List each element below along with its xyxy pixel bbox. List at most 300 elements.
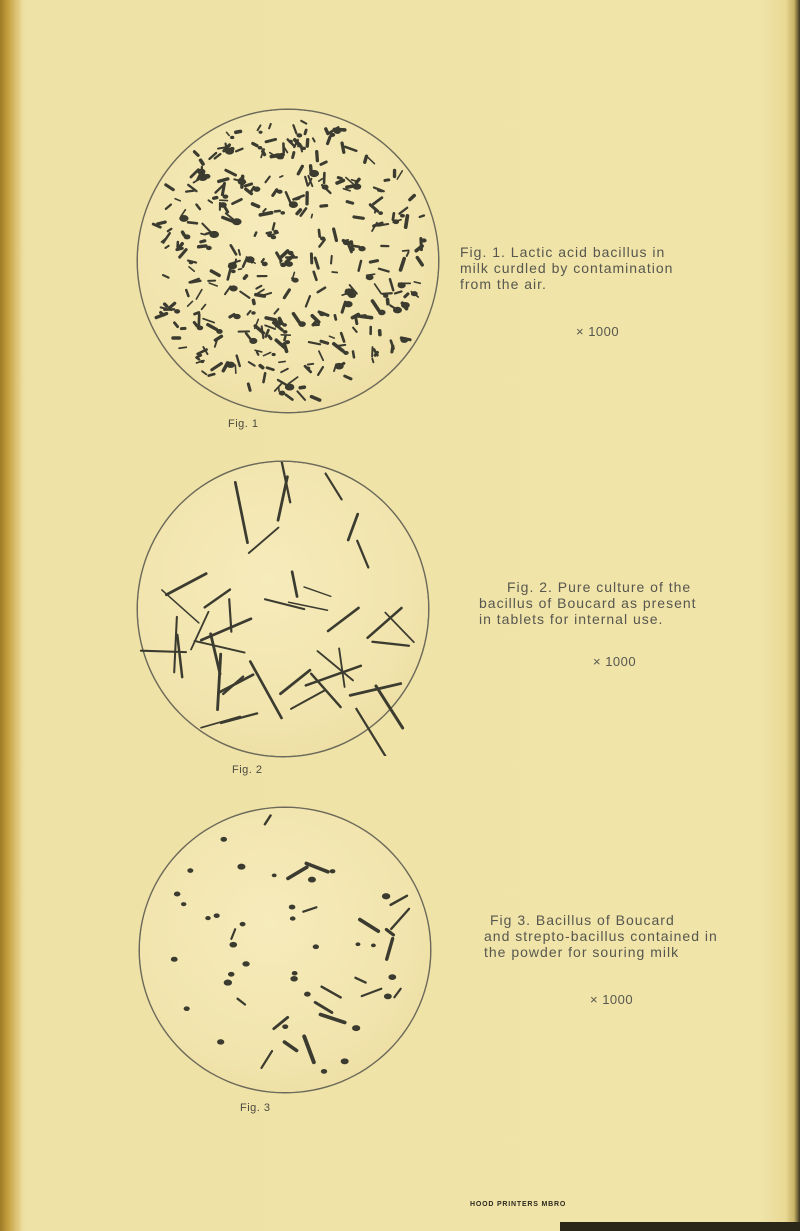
bacillus-mark (298, 166, 302, 174)
bacillus-mark (196, 290, 202, 299)
bacillus-mark (332, 272, 337, 273)
sparse-rod-mark (261, 1051, 272, 1068)
long-rod-mark (372, 642, 408, 646)
bacillus-mark (372, 301, 378, 310)
bacillus-mark (226, 170, 236, 175)
bacillus-mark (209, 200, 213, 202)
bacillus-mark (342, 143, 344, 152)
bacillus-mark (263, 352, 270, 355)
bacillus-mark (284, 290, 289, 298)
bacillus-mark (201, 160, 203, 164)
bacillus-mark (197, 205, 200, 209)
bacterial-clump (398, 283, 405, 288)
bacterial-clump (281, 263, 286, 267)
speck-mark (371, 944, 375, 947)
long-rod-mark (166, 574, 206, 595)
sparse-rod-mark (265, 816, 271, 825)
bacillus-mark (189, 267, 194, 271)
speck-mark (313, 945, 318, 949)
bacterial-clump (379, 310, 386, 315)
figure-1-magnification: × 1000 (576, 324, 620, 339)
bacillus-mark (347, 202, 353, 204)
bacillus-mark (353, 351, 354, 357)
bacillus-mark (390, 305, 394, 308)
bacillus-mark (401, 259, 405, 270)
bacterial-clump (259, 131, 262, 133)
long-rod-mark (356, 709, 388, 756)
bacillus-mark (392, 346, 393, 352)
bacillus-mark (334, 229, 337, 240)
bacillus-mark (352, 246, 359, 247)
bacillus-mark (274, 309, 278, 314)
bacillus-mark (179, 347, 186, 348)
bacillus-mark (321, 341, 328, 343)
bacillus-mark (266, 139, 275, 141)
bacillus-mark (175, 199, 180, 201)
bacillus-mark (239, 269, 242, 270)
speck-mark (230, 942, 237, 947)
speck-mark (356, 943, 360, 946)
bacterial-clump (293, 278, 299, 282)
bacillus-mark (326, 129, 328, 134)
scan-border-strip (560, 1222, 800, 1231)
bacillus-mark (226, 132, 229, 135)
bacterial-clump (230, 147, 234, 150)
bacillus-mark (265, 177, 269, 183)
long-rod-mark (235, 482, 247, 542)
bacterial-clump (234, 314, 240, 318)
sparse-rod-mark (360, 920, 378, 932)
bacillus-mark (317, 152, 318, 161)
bacillus-mark (407, 252, 409, 256)
sparse-rod-mark (238, 999, 245, 1005)
bacillus-mark (305, 177, 307, 186)
bacterial-clump (217, 330, 222, 334)
long-rod-mark (195, 641, 245, 653)
bacillus-mark (372, 359, 373, 363)
bacillus-mark (286, 192, 290, 202)
long-rod-mark (278, 477, 287, 520)
bacillus-mark (341, 333, 344, 341)
bacterial-clump (254, 187, 260, 191)
bacillus-mark (370, 261, 377, 262)
caption-line: the powder for souring milk (484, 944, 680, 960)
bacillus-mark (209, 283, 217, 286)
bacterial-clump (306, 367, 309, 369)
bacillus-mark (314, 272, 317, 280)
bacillus-mark (201, 234, 205, 235)
bacillus-mark (191, 281, 200, 283)
long-rod-mark (201, 619, 251, 640)
bacillus-mark (293, 153, 294, 158)
bacillus-mark (195, 312, 199, 314)
bacillus-mark (249, 362, 255, 366)
bacillus-mark (253, 144, 257, 146)
sparse-rod-mark (394, 989, 400, 998)
sparse-rod-mark (231, 929, 235, 939)
bacillus-mark (269, 336, 271, 339)
bacterial-clump (258, 146, 262, 149)
long-rod-mark (328, 608, 358, 631)
bacillus-mark (338, 178, 341, 179)
speck-mark (228, 972, 234, 976)
bacillus-mark (188, 301, 193, 306)
bacillus-mark (410, 196, 414, 200)
speck-mark (240, 922, 245, 925)
long-rod-mark (201, 716, 240, 727)
speck-mark (224, 980, 231, 985)
bacillus-mark (319, 240, 324, 247)
bacillus-mark (375, 284, 382, 294)
bacillus-mark (405, 294, 408, 297)
bacillus-mark (277, 253, 281, 261)
bacillus-mark (361, 316, 372, 317)
bacillus-mark (236, 131, 241, 132)
speck-mark (308, 877, 315, 882)
long-rod-mark (218, 675, 253, 693)
bacillus-mark (331, 256, 332, 264)
bacillus-mark (309, 342, 320, 344)
caption-line: and strepto-bacillus contained in (484, 928, 718, 944)
bacterial-clump (288, 251, 293, 254)
bacillus-mark (237, 356, 240, 366)
sparse-rod-mark (320, 1015, 344, 1023)
speck-mark (305, 992, 311, 996)
bacillus-mark (158, 222, 166, 224)
bacillus-mark (257, 352, 258, 355)
bacillus-mark (188, 222, 197, 223)
bacillus-mark (379, 269, 389, 272)
speck-mark (243, 962, 249, 966)
sparse-rod-mark (322, 987, 341, 998)
bacillus-mark (236, 149, 242, 152)
figure-2-label: Fig. 2 (232, 764, 263, 776)
bacillus-mark (253, 300, 254, 303)
bacillus-mark (280, 176, 283, 177)
bacterial-clump (231, 136, 234, 138)
bacillus-mark (168, 229, 172, 231)
bacterial-clump (228, 263, 236, 269)
caption-line: in tablets for internal use. (479, 611, 664, 627)
sparse-rod-mark (387, 939, 393, 960)
bacillus-mark (350, 247, 353, 249)
bacterial-clump (232, 270, 236, 273)
bacillus-mark (315, 258, 318, 268)
bacillus-mark (297, 210, 300, 214)
bacillus-mark (359, 261, 361, 271)
bacillus-mark (321, 206, 327, 207)
bacillus-mark (319, 230, 320, 237)
bacillus-mark (341, 363, 344, 365)
bacillus-mark (313, 138, 315, 141)
bacillus-mark (286, 395, 292, 400)
bacillus-mark (219, 179, 228, 181)
bacillus-mark (275, 211, 280, 212)
bacillus-mark (373, 198, 382, 204)
bacillus-mark (225, 207, 228, 212)
bacillus-mark (383, 293, 392, 294)
sparse-rod-mark (306, 863, 328, 871)
bacterial-clump (320, 312, 325, 316)
bacillus-mark (403, 250, 409, 251)
bacillus-mark (191, 170, 198, 177)
bacillus-mark (420, 216, 424, 217)
bacillus-mark (269, 124, 271, 128)
speck-mark (238, 864, 245, 869)
bacillus-mark (335, 315, 336, 319)
bacillus-mark (414, 282, 420, 283)
bacterial-clump (366, 275, 373, 280)
bacillus-mark (240, 292, 249, 298)
long-rod-mark (205, 590, 230, 608)
bacterial-clump (379, 212, 383, 215)
bacillus-mark (311, 397, 319, 400)
bacterial-clump (223, 195, 228, 198)
bacterial-clump (353, 184, 360, 189)
bacillus-mark (297, 391, 305, 400)
figure-3-micrograph (140, 808, 430, 1092)
bacillus-mark (293, 125, 296, 133)
figure-2-caption (479, 579, 789, 627)
bacillus-mark (231, 245, 236, 254)
speck-mark (184, 1007, 189, 1011)
bacillus-mark (279, 361, 285, 362)
bacillus-mark (300, 387, 304, 388)
bacillus-mark (368, 157, 375, 164)
speck-mark (214, 914, 219, 918)
bacillus-mark (399, 208, 407, 214)
bacterial-clump (184, 235, 190, 239)
sparse-rod-mark (362, 989, 382, 996)
bacillus-mark (281, 369, 288, 372)
bacillus-mark (253, 204, 259, 207)
bacillus-mark (214, 198, 217, 199)
bacterial-clump (330, 133, 335, 136)
bacillus-mark (262, 259, 264, 262)
sparse-rod-mark (284, 1042, 296, 1051)
speck-mark (174, 892, 180, 896)
bacillus-mark (180, 250, 186, 257)
bacterial-clump (189, 261, 193, 264)
bacillus-mark (365, 156, 367, 162)
caption-line: milk curdled by contamination (460, 260, 674, 276)
speck-mark (283, 1025, 288, 1029)
bacillus-mark (244, 276, 246, 278)
long-rod-mark (376, 686, 403, 728)
long-rod-mark (211, 634, 220, 674)
speck-mark (291, 976, 298, 981)
bacterial-clump (384, 294, 388, 297)
bacillus-mark (163, 275, 169, 278)
figure-3-label: Fig. 3 (240, 1102, 271, 1114)
bacillus-mark (312, 316, 318, 322)
bacillus-mark (311, 214, 312, 217)
bacillus-mark (345, 376, 351, 379)
speck-mark (389, 975, 396, 980)
figure-1-micrograph (138, 110, 438, 412)
bacillus-mark (174, 323, 177, 327)
bacillus-mark (393, 213, 394, 219)
bacterial-clump (227, 362, 235, 367)
bacillus-mark (370, 205, 377, 211)
bacillus-mark (385, 180, 389, 181)
bacillus-mark (305, 130, 306, 134)
bacterial-clump (285, 384, 294, 390)
bacillus-mark (163, 233, 169, 242)
caption-line: Fig. 1. Lactic acid bacillus in (460, 244, 666, 260)
bacillus-mark (194, 322, 197, 325)
bacillus-mark (347, 186, 352, 187)
figure-1-caption (460, 244, 790, 292)
bacillus-mark (293, 314, 299, 322)
speck-mark (188, 869, 193, 873)
bacillus-mark (246, 333, 250, 339)
speck-mark (353, 1026, 360, 1031)
bacillus-mark (196, 358, 199, 360)
bacillus-mark (258, 125, 261, 130)
bacillus-mark (186, 290, 188, 296)
sparse-rod-mark (288, 867, 307, 878)
bacterial-clump (197, 326, 202, 330)
bacterial-clump (411, 292, 417, 296)
bacillus-mark (233, 199, 242, 203)
bacillus-mark (267, 232, 271, 233)
bacterial-clump (238, 179, 245, 184)
bacterial-clump (180, 215, 188, 221)
bacillus-mark (406, 216, 408, 227)
bacillus-mark (318, 367, 323, 375)
sparse-rod-mark (315, 1002, 332, 1012)
long-rod-mark (326, 474, 342, 500)
bacillus-mark (208, 325, 217, 330)
bacillus-mark (329, 336, 334, 338)
bacillus-mark (183, 232, 184, 235)
long-rod-mark (339, 648, 344, 687)
bacillus-mark (202, 224, 210, 232)
bacillus-mark (328, 137, 330, 144)
bacillus-mark (263, 151, 265, 154)
bacillus-mark (255, 233, 256, 236)
caption-line: Fig 3. Bacillus of Boucard (490, 912, 675, 928)
bacterial-clump (402, 303, 410, 308)
speck-mark (221, 837, 227, 841)
bacterial-clump (289, 202, 297, 208)
bacillus-mark (378, 190, 381, 191)
book-spine-edge (0, 0, 22, 1231)
speck-mark (272, 874, 276, 877)
bacterial-clump (230, 286, 237, 291)
bacterial-clump (277, 190, 282, 193)
speck-mark (382, 894, 389, 899)
bacterial-clump (250, 338, 257, 343)
bacterial-clump (310, 170, 319, 176)
long-rod-mark (357, 541, 368, 568)
bacillus-mark (354, 217, 363, 218)
bacterial-clump (344, 351, 348, 354)
bacterial-clump (283, 331, 287, 334)
bacillus-mark (273, 190, 277, 196)
speck-mark (171, 957, 177, 961)
figure-1-label: Fig. 1 (228, 418, 259, 430)
long-rod-mark (141, 651, 186, 652)
bacillus-mark (202, 371, 206, 374)
bacillus-mark (165, 304, 167, 306)
bacterial-clump (359, 247, 365, 251)
bacillus-mark (337, 180, 343, 183)
caption-line: from the air. (460, 276, 547, 292)
figure-2-micrograph (138, 462, 428, 756)
printer-imprint: HOOD PRINTERS MBRO (470, 1201, 567, 1208)
bacillus-mark (199, 246, 206, 247)
bacillus-mark (282, 251, 288, 257)
figure-3-magnification: × 1000 (590, 992, 634, 1007)
bacterial-clump (393, 307, 401, 313)
bacterial-clump (252, 312, 255, 314)
bacterial-clump (299, 322, 306, 327)
bacillus-mark (319, 351, 323, 360)
bacillus-mark (417, 258, 422, 265)
bacillus-mark (248, 384, 250, 390)
bacillus-mark (267, 368, 273, 370)
speck-mark (321, 1069, 326, 1073)
bacillus-mark (166, 205, 171, 209)
bacillus-mark (278, 380, 287, 385)
long-rod-mark (348, 514, 358, 540)
bacillus-mark (212, 363, 222, 369)
speck-mark (330, 870, 335, 873)
speck-mark (218, 1040, 224, 1044)
bacillus-mark (170, 303, 175, 308)
sparse-rod-mark (304, 1036, 314, 1062)
bacterial-clump (302, 147, 305, 149)
long-rod-mark (292, 572, 297, 597)
long-rod-mark (280, 670, 309, 694)
long-rod-mark (221, 713, 257, 723)
bacillus-mark (353, 328, 357, 332)
bacillus-mark (166, 185, 173, 190)
bacterial-clump (201, 360, 204, 362)
bacillus-mark (186, 191, 194, 192)
bacillus-mark (260, 213, 271, 215)
speck-mark (384, 994, 391, 999)
bacterial-clump (283, 324, 287, 327)
bacillus-mark (263, 373, 265, 382)
bacterial-clump (345, 302, 353, 307)
bacterial-clump (322, 185, 328, 189)
micrograph-long-rods-icon (138, 462, 428, 756)
caption-line: Fig. 2. Pure culture of the (507, 579, 692, 595)
bacillus-mark (202, 305, 206, 310)
long-rod-mark (279, 462, 290, 502)
speck-mark (181, 903, 185, 906)
bacillus-mark (248, 311, 251, 314)
micrograph-sparse-bacilli-icon (140, 808, 430, 1092)
bacillus-mark (345, 147, 356, 151)
bacillus-mark (301, 121, 306, 124)
long-rod-mark (304, 587, 331, 596)
long-rod-mark (177, 635, 182, 677)
bacillus-mark (318, 288, 325, 293)
figure-3-caption (484, 912, 794, 960)
bacterial-clump (279, 391, 285, 395)
bacillus-mark (165, 246, 168, 248)
bacterial-clump (210, 231, 219, 237)
bacillus-mark (390, 279, 393, 290)
bacterial-clump (289, 140, 293, 142)
bacterial-clump (220, 203, 227, 208)
sparse-rod-mark (355, 978, 365, 983)
bacillus-mark (228, 269, 231, 279)
